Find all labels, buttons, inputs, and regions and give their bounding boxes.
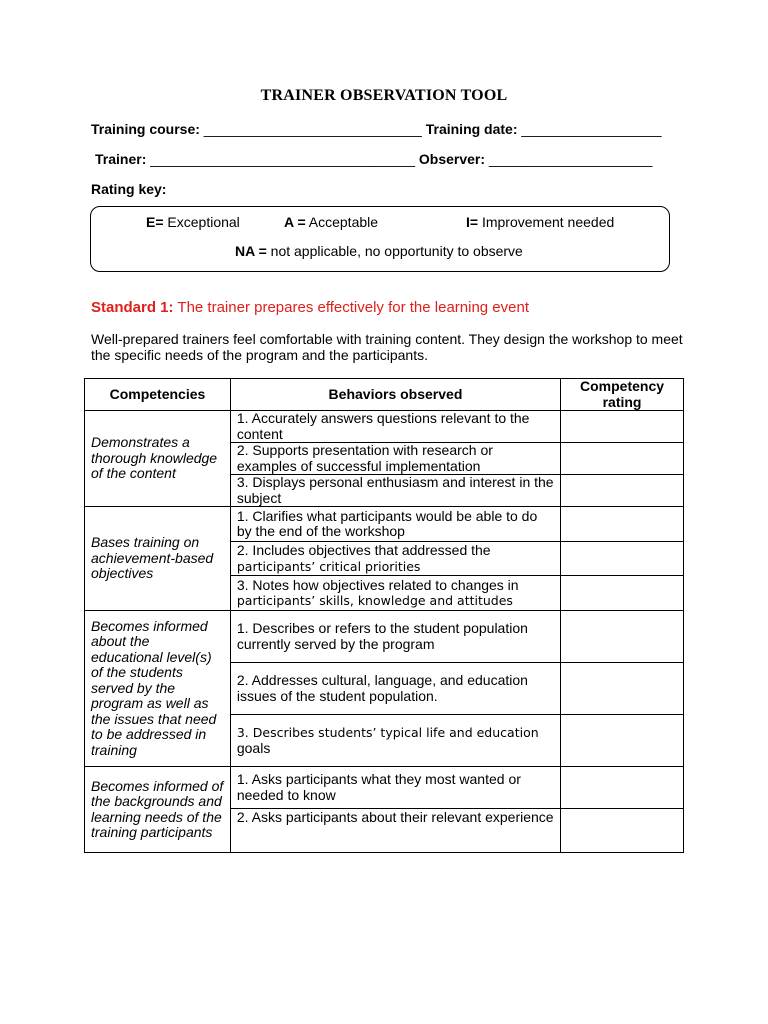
competency-cell: Demonstrates a thorough knowledge of the content [85,411,231,507]
training-course-blank: ____________________________ [199,121,426,137]
rating-key-box [90,206,670,272]
behavior-cell [230,507,560,542]
rating-code: NA = [235,243,267,259]
behavior-cell [230,767,560,809]
rating-key-label: Rating key: [91,181,167,197]
behavior-text: 1. Accurately answers questions relevant to the content [236,410,530,442]
header-competencies: Competencies [85,379,231,411]
behavior-text: 3. Displays personal enthusiasm and interest in the subject [236,474,554,506]
rating-text: not applicable, no opportunity to observe [266,243,523,259]
header-rating: Competency rating [561,379,684,411]
training-course-label: Training course: [91,121,200,137]
behavior-text: 1. Describes or refers to the student population currently served by the program [236,620,528,652]
behavior-cell [230,443,560,475]
behavior-cell [230,663,560,715]
rating-cell[interactable] [561,663,684,715]
rating-cell[interactable] [561,576,684,611]
behavior-cell [230,809,560,853]
standard-text: The trainer prepares effectively for the learning event [173,299,529,316]
rating-cell[interactable] [561,443,684,475]
page-title: TRAINER OBSERVATION TOOL [260,87,508,104]
behavior-text: 2. Includes objectives that addressed the [236,542,491,558]
rating-cell[interactable] [561,542,684,576]
behavior-text: 1. Clarifies what participants would be able to do by the end of the workshop [236,507,538,539]
rating-cell[interactable] [561,507,684,542]
trainer-observer-line [95,151,652,167]
intro-paragraph: Well-prepared trainers feel comfortable with training content. They design the workshop to meet the specific needs of the program and the participants. [91,331,683,363]
rating-code: A = [284,214,306,230]
behavior-text: 3. Notes how objectives related to changes in [236,576,519,593]
table-row [85,411,684,443]
training-date-blank: __________________ [517,121,662,137]
training-date-label: Training date: [425,121,518,137]
behavior-text: 3. Describes students’ typical life and education [236,725,539,740]
rating-cell[interactable] [561,715,684,767]
competency-cell: Bases training on achievement-based objectives [85,507,231,611]
behavior-cell [230,542,560,576]
course-date-line [91,121,662,137]
standard-heading [91,299,529,316]
observation-table [84,378,684,853]
behavior-text: participants’ critical priorities [236,558,421,574]
competency-cell: Becomes informed of the backgrounds and learning needs of the training participants [85,767,231,853]
rating-cell[interactable] [561,611,684,663]
table-row [85,767,684,809]
rating-key-na [235,243,523,259]
behavior-text: 2. Supports presentation with research or examples of successful implementation [236,442,493,474]
behavior-cell [230,611,560,663]
observer-label: Observer: [418,151,486,167]
table-row [85,611,684,663]
rating-key-improvement [466,214,614,230]
behavior-cell [230,715,560,767]
table-header-row [85,379,684,411]
rating-code: I= [466,214,479,230]
observer-blank: _____________________ [485,151,653,167]
rating-code: E= [146,214,164,230]
header-behaviors: Behaviors observed [230,379,560,411]
rating-cell[interactable] [561,767,684,809]
behavior-cell [230,411,560,443]
rating-text: Exceptional [163,214,240,230]
rating-cell[interactable] [561,809,684,853]
rating-text: Acceptable [305,214,379,230]
behavior-cell [230,576,560,611]
behavior-text: 1. Asks participants what they most wanted or needed to know [236,771,521,803]
rating-cell[interactable] [561,475,684,507]
behavior-text: 2. Addresses cultural, language, and education issues of the student population. [236,672,528,704]
rating-key-exceptional [146,214,240,230]
behavior-cell [230,475,560,507]
table-row [85,507,684,542]
rating-key-acceptable [284,214,378,230]
behavior-text: goals [236,739,271,756]
rating-cell[interactable] [561,411,684,443]
trainer-blank: __________________________________ [146,151,419,167]
standard-label: Standard 1: [91,299,174,316]
behavior-text: 2. Asks participants about their relevant experience [236,809,554,825]
behavior-text: participants’ skills, knowledge and attitudes [236,593,513,608]
rating-text: Improvement needed [478,214,615,230]
trainer-label: Trainer: [95,151,147,167]
competency-cell: Becomes informed about the educational level(s) of the students served by the program as well as the issues that need to be addressed in training [85,611,231,767]
